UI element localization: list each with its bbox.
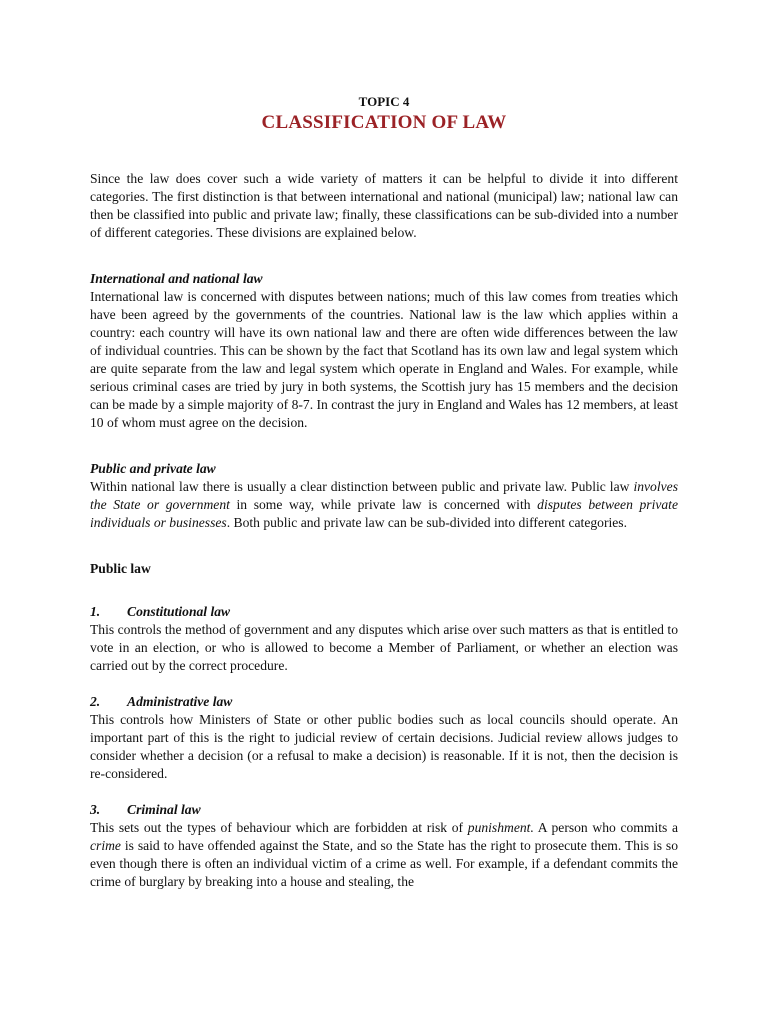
section-heading-international: International and national law — [90, 271, 263, 286]
text-run: in some way, while private law is concerned with — [229, 497, 538, 512]
item-number: 1. — [90, 604, 101, 619]
public-law-heading: Public law — [90, 561, 151, 576]
criminal-paragraph — [90, 819, 678, 891]
item-number: 3. — [90, 802, 101, 817]
constitutional-paragraph: This controls the method of government and any disputes which arise over such matters as that is entitled to vote in an election, or who is allowed to become a Member of Parliament, or whether an election was carried out by the correct procedure. — [90, 622, 678, 673]
administrative-paragraph: This controls how Ministers of State or other public bodies such as local councils should operate. An important part of this is the right to judicial review of certain decisions. Judicial review allows judges to consider whether a decision (or a refusal to make a decision) is reasonable. If it is not, then the decision is re-considered. — [90, 712, 678, 781]
item-number: 2. — [90, 694, 101, 709]
section-heading-public-private: Public and private law — [90, 461, 216, 476]
emphasis-run: disputes between private individuals or businesses — [90, 497, 678, 530]
item-heading-criminal — [90, 801, 678, 819]
emphasis-run: crime — [90, 838, 121, 853]
text-run: This sets out the types of behaviour which are forbidden at risk of — [90, 820, 468, 835]
item-title: Constitutional law — [127, 604, 231, 619]
emphasis-run: punishment. — [467, 820, 534, 835]
emphasis-run: involves the State or government — [90, 479, 678, 512]
item-heading-constitutional — [90, 603, 678, 621]
text-run: is said to have offended against the State, and so the State has the right to prosecute them. This is so even though there is often an individual victim of a crime as well. For example, if a defendant commits the crime of burglary by breaking into a house and stealing, the — [90, 838, 678, 889]
item-title: Criminal law — [127, 802, 201, 817]
text-run: A person who commits a — [533, 820, 678, 835]
topic-label: TOPIC 4 — [358, 94, 410, 109]
text-run: . Both public and private law can be sub-divided into different categories. — [226, 515, 627, 530]
document-body — [90, 170, 678, 891]
item-heading-administrative — [90, 693, 678, 711]
intro-paragraph: Since the law does cover such a wide variety of matters it can be helpful to divide it into different categories. The first distinction is that between international and national (municipal) law; national law can then be classified into public and private law; finally, these classifications can be sub-divided into a number of different categories. These divisions are explained below. — [90, 171, 678, 240]
international-paragraph: International law is concerned with disputes between nations; much of this law comes from treaties which have been agreed by the governments of the countries. National law is the law which applies within a country: each country will have its own national law and there are often wide differences between the law of individual countries. This can be shown by the fact that Scotland has its own law and legal system which are quite separate from the law and legal system which operate in England and Wales. For example, while serious criminal cases are tried by jury in both systems, the Scottish jury has 15 members and the decision can be made by a simple majority of 8-7. In contrast the jury in England and Wales has 12 members, at least 10 of whom must agree on the decision. — [90, 289, 678, 430]
public-private-paragraph — [90, 478, 678, 532]
text-run: Within national law there is usually a clear distinction between public and private law. Public law — [90, 479, 634, 494]
item-title: Administrative law — [127, 694, 233, 709]
page-title: CLASSIFICATION OF LAW — [261, 112, 507, 133]
